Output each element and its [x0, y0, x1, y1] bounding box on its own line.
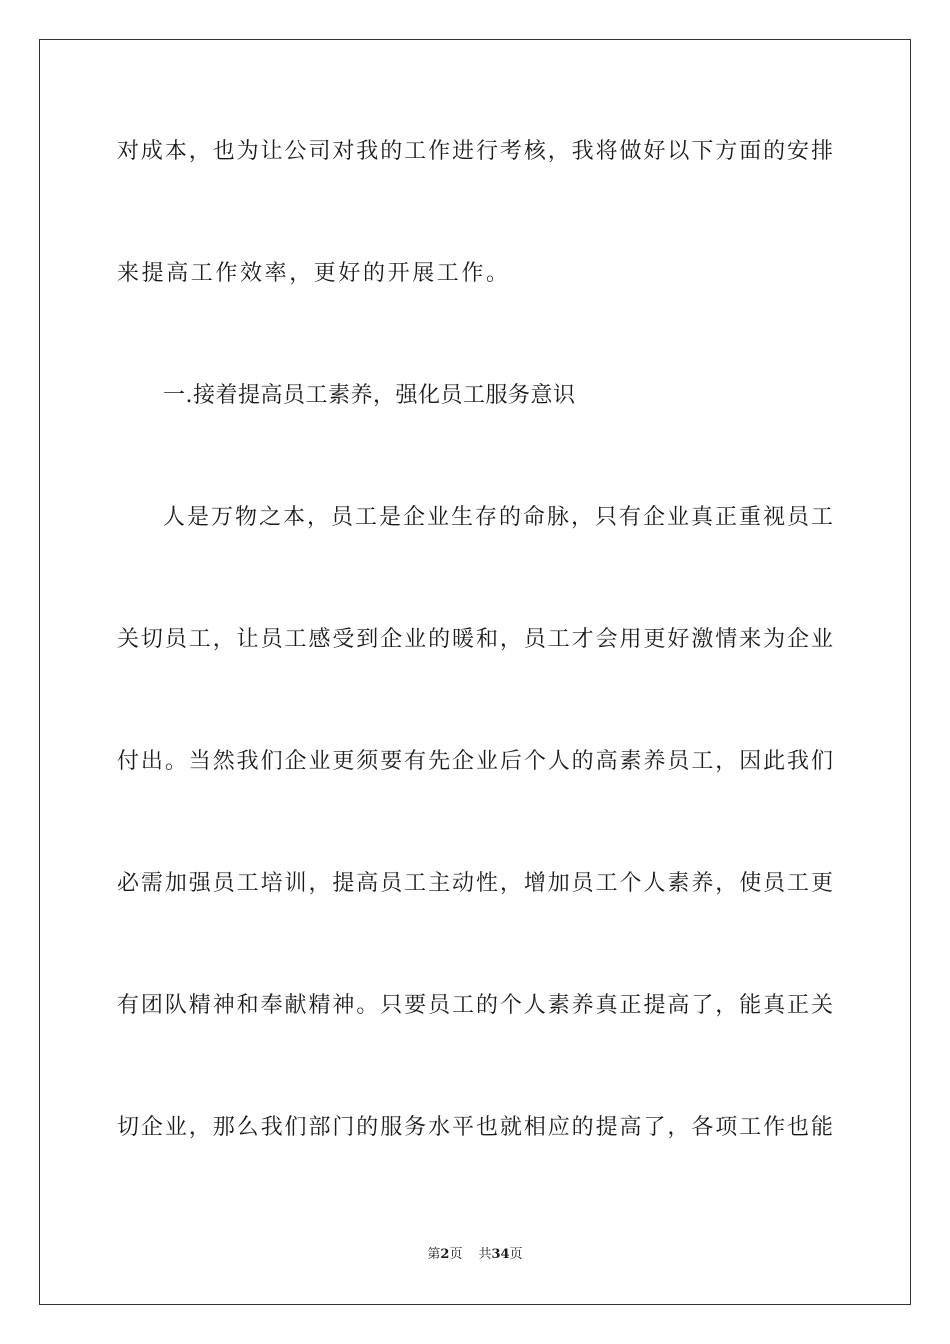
footer-total-suffix: 页: [509, 1247, 523, 1262]
body-line-8: 有团队精神和奉献精神。只要员工的个人素养真正提高了，能真正关: [117, 993, 833, 1018]
footer-page-number: 2: [440, 1247, 450, 1262]
body-line-9: 切企业，那么我们部门的服务水平也就相应的提高了，各项工作也能: [117, 1115, 833, 1140]
body-line-4: 人是万物之本，员工是企业生存的命脉，只有企业真正重视员工: [163, 505, 833, 530]
body-line-6: 付出。当然我们企业更须要有先企业后个人的高素养员工，因此我们: [117, 749, 833, 774]
footer-total-pages: 34: [491, 1247, 510, 1262]
footer-page-suffix: 页: [449, 1247, 463, 1262]
footer-total-prefix: 共: [478, 1247, 492, 1262]
body-line-1: 对成本，也为让公司对我的工作进行考核，我将做好以下方面的安排: [117, 139, 833, 164]
footer-page-prefix: 第: [427, 1247, 441, 1262]
section-heading: 一.接着提高员工素养，强化员工服务意识: [163, 383, 576, 408]
page-footer: [0, 1246, 950, 1264]
body-line-2: 来提高工作效率，更好的开展工作。: [117, 261, 511, 286]
body-line-5: 关切员工，让员工感受到企业的暖和，员工才会用更好激情来为企业: [117, 627, 833, 652]
body-line-7: 必需加强员工培训，提高员工主动性，增加员工个人素养，使员工更: [117, 871, 833, 896]
